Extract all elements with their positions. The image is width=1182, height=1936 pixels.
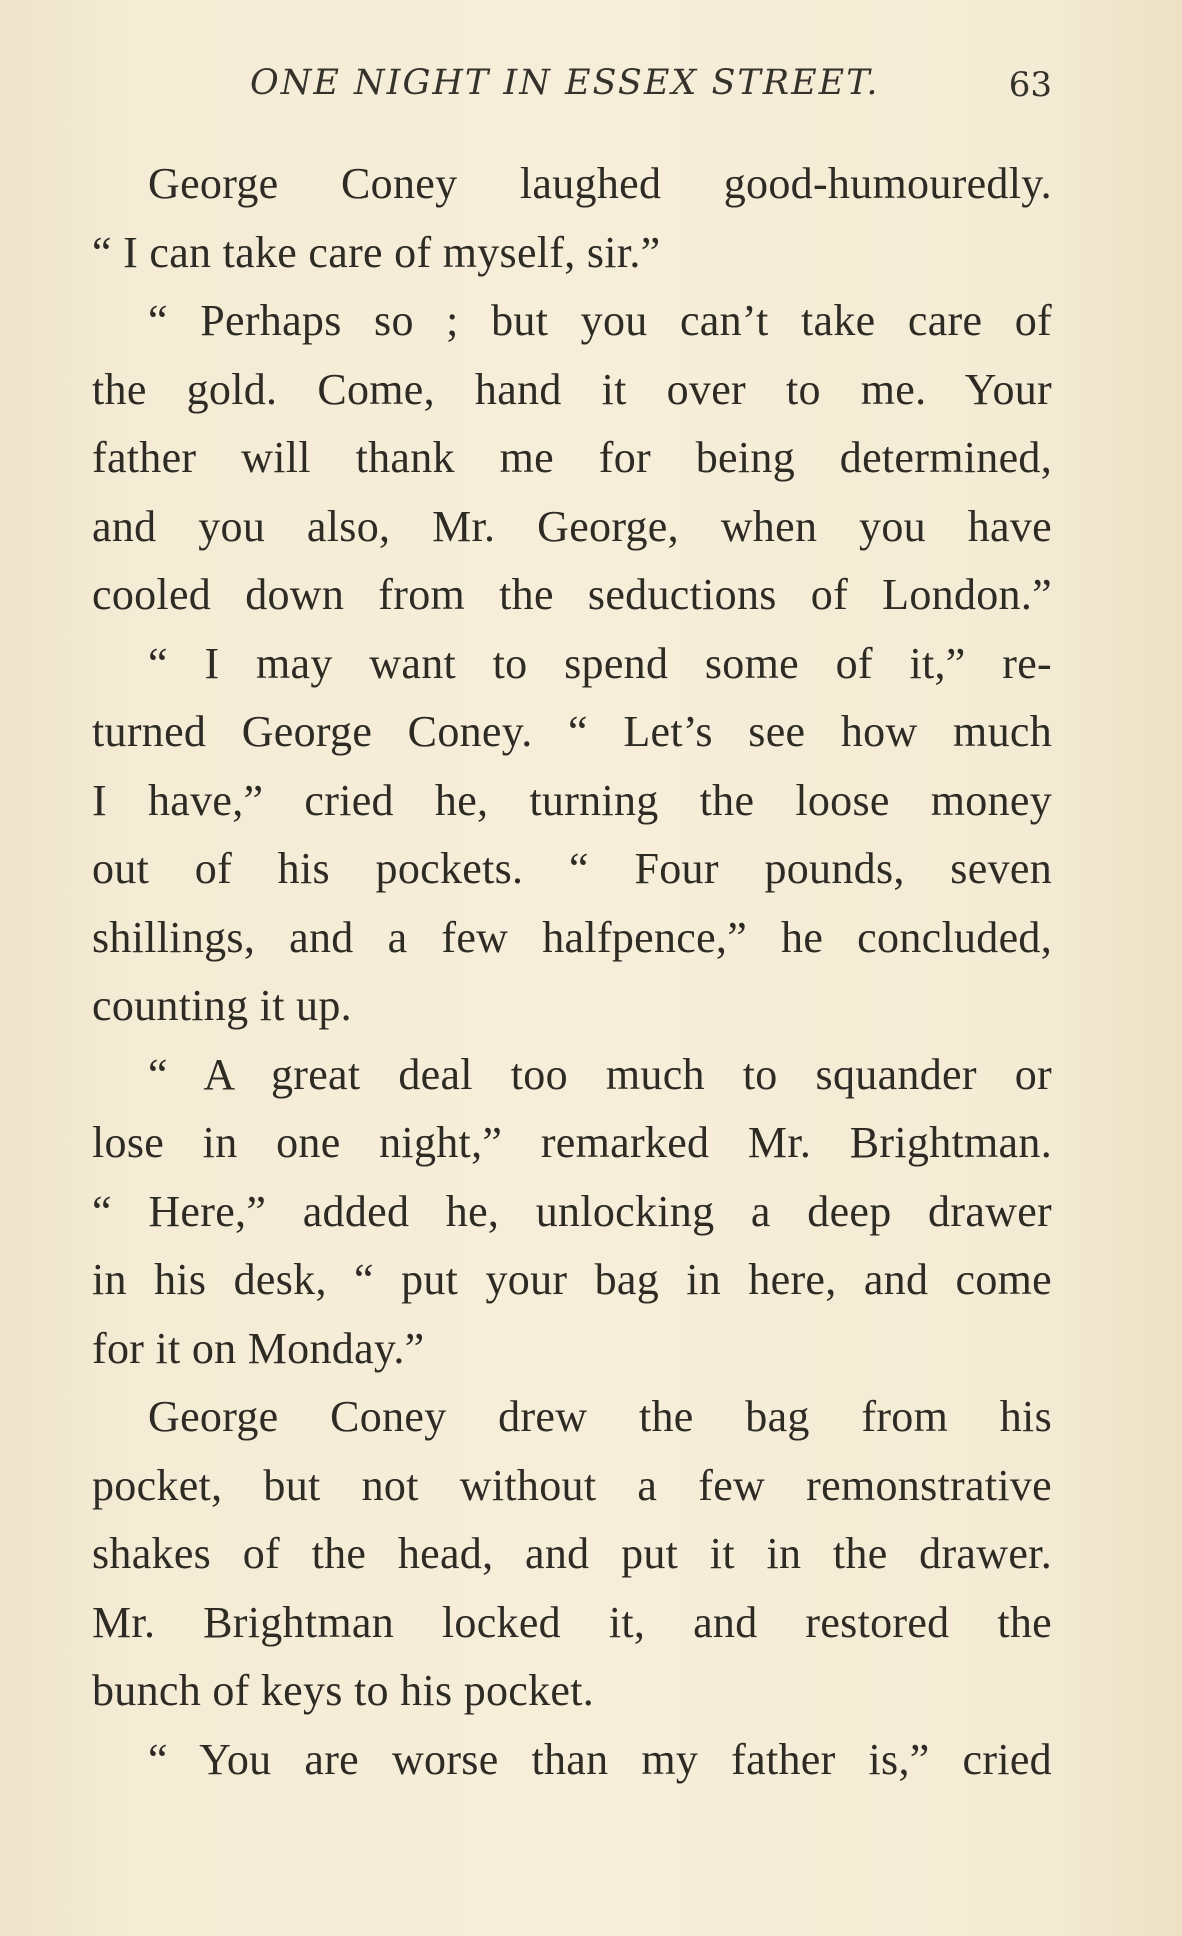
text-line: lose in one night,” remarked Mr. Brightman. [92, 1118, 1052, 1167]
text-line: shakes of the head, and put it in the drawer. [92, 1529, 1052, 1578]
text-line: George Coney laughed good-humouredly. [148, 159, 1052, 208]
page-header [92, 58, 1052, 114]
text-line: “ Perhaps so ; but you can’t take care of [148, 296, 1052, 345]
text-line: shillings, and a few halfpence,” he concluded, [92, 912, 1052, 962]
running-head: ONE NIGHT IN ESSEX STREET. [250, 63, 880, 103]
text-line: “ A great deal too much to squander or [148, 1049, 1052, 1099]
text-line: and you also, Mr. George, when you have [92, 501, 1052, 551]
text-line: counting it up. [92, 981, 352, 1030]
text-line: “ Here,” added he, unlocking a deep drawer [92, 1186, 1052, 1236]
text-line: out of his pockets. “ Four pounds, seven [92, 844, 1052, 893]
text-line: George Coney drew the bag from his [148, 1392, 1052, 1441]
text-line: “ I can take care of myself, sir.” [92, 227, 661, 277]
text-line: the gold. Come, hand it over to me. Your [92, 364, 1052, 414]
text-line: cooled down from the seductions of London.” [92, 570, 1052, 619]
text-line: “ I may want to spend some of it,” re- [148, 638, 1052, 688]
text-line: bunch of keys to his pocket. [92, 1666, 595, 1715]
text-line: pocket, but not without a few remonstrative [92, 1460, 1052, 1510]
text-line: in his desk, “ put your bag in here, and come [92, 1255, 1052, 1304]
text-line: “ You are worse than my father is,” cried [148, 1734, 1052, 1784]
body-text [92, 150, 1052, 1794]
text-line: turned George Coney. “ Let’s see how much [92, 707, 1052, 756]
text-line: father will thank me for being determined, [92, 433, 1052, 482]
text-line: Mr. Brightman locked it, and restored the [92, 1597, 1052, 1647]
text-line: for it on Monday.” [92, 1323, 425, 1373]
text-line: I have,” cried he, turning the loose money [92, 775, 1052, 825]
page-number: 63 [1008, 65, 1052, 105]
